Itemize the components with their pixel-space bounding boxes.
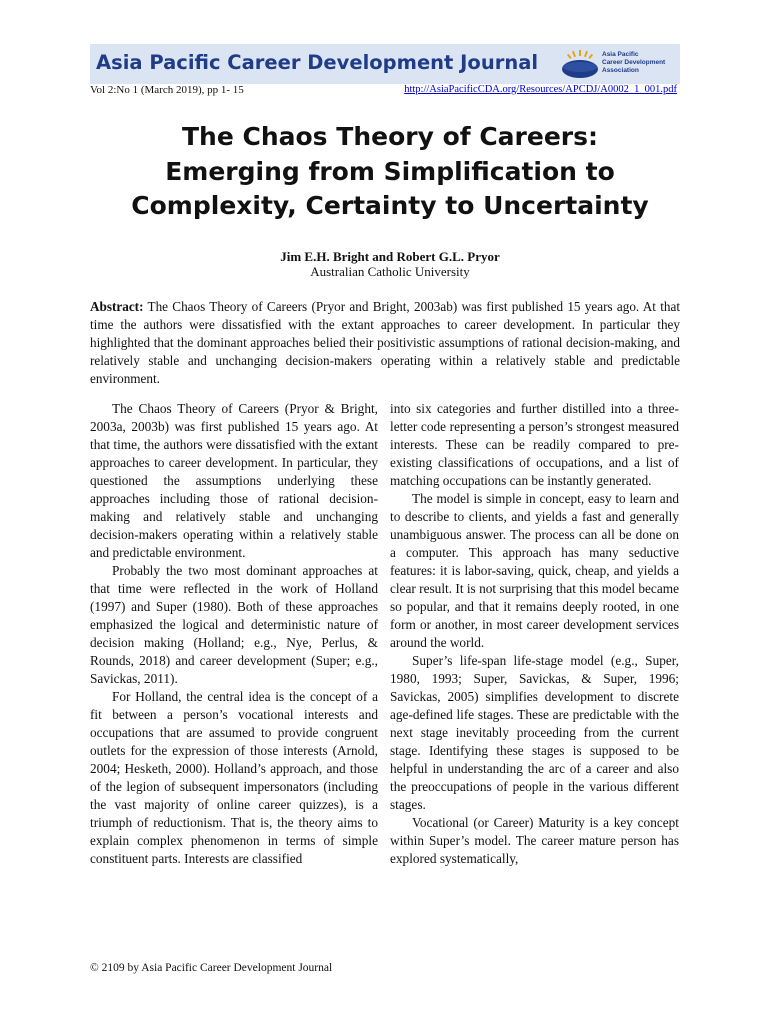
journal-header-banner <box>90 44 680 84</box>
logo-wordmark <box>602 51 665 75</box>
body-paragraph: The model is simple in concept, easy to learn and to describe to clients, and yields a fast and generally unambiguous answer. The process can all be done on a computer. This approach has many seductive features: it is labor-saving, quick, cheap, and yields a clear result. It is not surprising that this model became so popular, and that it remains deeply rooted, in one form or another, in most career development services around the world. <box>390 491 679 650</box>
body-paragraph: For Holland, the central idea is the concept of a fit between a person’s vocational interests and occupations that are assumed to provide congruent outlets for the expression of those interests (Arnold, 2004; Hesketh, 2000). Holland’s approach, and those of the legion of subsequent impersonators (including the vast majority of online career quizzes), is a triumph of reductionism. That is, the theory aims to explain complex phenomenon in terms of simple constituent parts. Interests are classified <box>90 689 378 866</box>
body-right-column <box>390 400 679 868</box>
body-paragraph: Vocational (or Career) Maturity is a key concept within Super’s model. The career mature person has explored systematically, <box>390 815 679 866</box>
article-authors: Jim E.H. Bright and Robert G.L. Pryor <box>280 249 500 264</box>
abstract-text: The Chaos Theory of Careers (Pryor and Bright, 2003ab) was first published 15 years ago. At that time the authors were dissatisfied with the extant approaches to career development. In particular they highlighted that the dominant approaches belied their positivistic assumptions of rational decision-making, and relatively stable and unchanging decision-makers operating within a relatively stable and predictable environment. <box>90 299 681 386</box>
logo-line: Association <box>602 67 639 74</box>
volume-info: Vol 2:No 1 (March 2019), pp 1- 15 <box>90 84 244 96</box>
body-paragraph: Super’s life-span life-stage model (e.g., Super, 1980, 1993; Super, Savickas, & Super, 1996; Savickas, 2005) simplifies development to discrete age-defined life stages. These are predictable with the next stage inevitably proceeding from the current stage. Identifying these stages is supposed to be helpful in understanding the arc of a career and also the preoccupations of people in the various different stages. <box>390 653 679 812</box>
globe-logo-icon <box>560 48 604 82</box>
body-paragraph: The Chaos Theory of Careers (Pryor & Bright, 2003a, 2003b) was first published 15 years ago. At that time, the authors were dissatisfied with the extant approaches to career development. In particular, they questioned the assumptions underlying these approaches including those of rational decision-making and relatively stable and unchanging decision-makers operating within a relatively stable and predictable environment. <box>90 401 378 560</box>
association-logo <box>560 48 680 82</box>
author-affiliation: Australian Catholic University <box>310 264 470 279</box>
article-title <box>90 120 690 224</box>
abstract-label: Abstract: <box>90 299 144 314</box>
logo-line: Career Development <box>602 59 666 66</box>
journal-title: Asia Pacific Career Development Journal <box>96 51 539 74</box>
logo-line: Asia Pacific <box>602 51 639 58</box>
abstract <box>90 298 680 388</box>
body-left-column <box>90 400 378 868</box>
article-url-link[interactable]: http://AsiaPacificCDA.org/Resources/APCDJ/A0002_1_001.pdf <box>404 84 677 95</box>
body-paragraph-continued: into six categories and further distilled into a three-letter code representing a person’s strongest measured interests. These can be readily compared to pre-existing classifications of occupations, and a list of matching occupations can be instantly generated. <box>390 401 679 488</box>
body-paragraph: Probably the two most dominant approaches at that time were reflected in the work of Holland (1997) and Super (1980). Both of these approaches emphasized the logical and deterministic nature of decision making (Holland; e.g., Nye, Perlus, & Rounds, 2018) and career development (Super; e.g., Savickas, 2011). <box>90 563 378 686</box>
title-line: Complexity, Certainty to Uncertainty <box>131 191 649 220</box>
title-line: The Chaos Theory of Careers: <box>181 122 598 151</box>
title-line: Emerging from Simplification to <box>165 156 615 186</box>
copyright-footer: © 2109 by Asia Pacific Career Development Journal <box>90 962 333 974</box>
